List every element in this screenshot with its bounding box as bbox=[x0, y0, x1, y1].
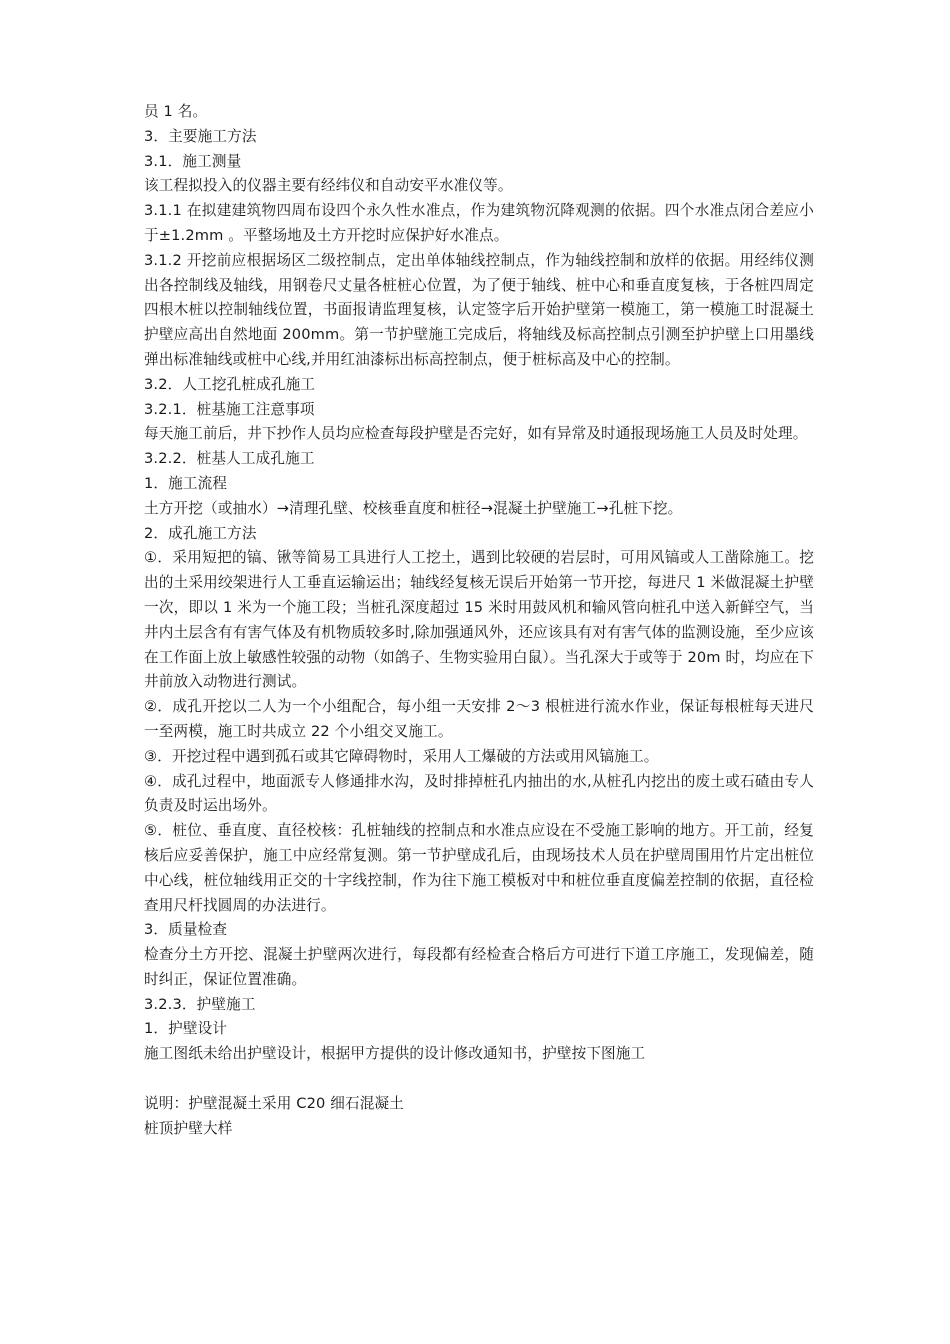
text-line: 员 1 名。 bbox=[144, 103, 208, 120]
paragraph: 每天施工前后，井下抄作人员均应检查每段护壁是否完好，如有异常及时通报现场施工人员及时处理。 bbox=[144, 425, 808, 443]
list-heading: 1．施工流程 bbox=[144, 474, 228, 492]
note-line: 说明：护壁混凝土采用 C20 细石混凝土 bbox=[144, 1094, 404, 1112]
blank-line bbox=[144, 1067, 814, 1092]
paragraph: ①．采用短把的镐、锹等简易工具进行人工挖土，遇到比较硬的岩层时，可用风镐或人工凿除施工。挖出的土采用绞架进行人工垂直运输运出；轴线经复核无误后开始第一节开挖，每进尺 1 米做混凝土护壁一次，即以 1 米为一个施工段；当桩孔深度超过 15 米时用鼓风机和输风管向桩孔中送入新鲜空气，当井内土层含有有害气体及有机物质较多时,除加强通风外，还应该具有对有害气体的监测设施，至少应该在工作面上放上敏感性较强的动物（如鸽子、生物实验用白鼠）。当孔深大于或等于 20m 时，均应在下井前放入动物进行测试。 bbox=[144, 549, 814, 691]
section-heading: 3．主要施工方法 bbox=[144, 127, 257, 145]
paragraph: ⑤．桩位、垂直度、直径校核：孔桩轴线的控制点和水准点应设在不受施工影响的地方。开工前，经复核后应妥善保护，施工中应经常复测。第一节护壁成孔后，由现场技术人员在护壁周围用竹片定出桩位中心线，桩位轴线用正交的十字线控制，作为往下施工模板对中和桩位垂直度偏差控制的依据，直径检查用尺杆找圆周的办法进行。 bbox=[144, 822, 814, 914]
paragraph: 3.1.2 开挖前应根据场区二级控制点，定出单体轴线控制点，作为轴线控制和放样的依据。用经纬仪测出各控制线及轴线，用钢卷尺丈量各桩桩心位置，为了便于轴线、桩中心和垂直度复核，于各桩四周定四根木桩以控制轴线位置，书面报请监理复核，认定签字后开始护壁第一模施工，第一模施工时混凝土护壁应高出自然地面 200mm。第一节护壁施工完成后，将轴线及标高控制点引测至护护壁上口用墨线弹出标准轴线或桩中心线,并用红油漆标出标高控制点，便于桩标高及中心的控制。 bbox=[144, 251, 814, 368]
text-line: ③．开挖过程中遇到孤石或其它障碍物时，采用人工爆破的方法或用风镐施工。 bbox=[144, 747, 659, 765]
paragraph: 检查分土方开挖、混凝土护壁两次进行，每段都有经检查合格后方可进行下道工序施工，发现偏差，随时纠正，保证位置准确。 bbox=[144, 946, 814, 988]
list-heading: 1．护壁设计 bbox=[144, 1020, 228, 1038]
subsection-heading: 3.2.3．护壁施工 bbox=[144, 995, 256, 1013]
text-line: 土方开挖（或抽水）→清理孔壁、校核垂直度和桩径→混凝土护壁施工→孔桩下挖。 bbox=[144, 499, 683, 517]
paragraph: ②．成孔开挖以二人为一个小组配合，每小组一天安排 2～3 根桩进行流水作业，保证每根桩每天进尺一至两模，施工时共成立 22 个小组交叉施工。 bbox=[144, 698, 814, 740]
list-heading: 2．成孔施工方法 bbox=[144, 524, 257, 542]
document-body bbox=[144, 100, 814, 1141]
paragraph: ④．成孔过程中，地面派专人修通排水沟，及时排掉桩孔内抽出的水,从桩孔内挖出的废土或石碴由专人负责及时运出场外。 bbox=[144, 772, 814, 815]
subsection-heading: 3.2.2．桩基人工成孔施工 bbox=[144, 450, 315, 468]
list-heading: 3．质量检查 bbox=[144, 921, 228, 939]
paragraph: 3.1.1 在拟建建筑物四周布设四个永久性水准点，作为建筑物沉降观测的依据。四个水准点闭合差应小于±1.2mm 。平整场地及土方开挖时应保护好水准点。 bbox=[144, 202, 814, 244]
text-line: 施工图纸未给出护壁设计，根据甲方提供的设计修改通知书，护壁按下图施工 bbox=[144, 1045, 646, 1063]
subsection-heading: 3.2.1．桩基施工注意事项 bbox=[144, 400, 315, 418]
text-line: 该工程拟投入的仪器主要有经纬仪和自动安平水准仪等。 bbox=[144, 177, 513, 195]
subsection-heading: 3.1．施工测量 bbox=[144, 152, 242, 170]
figure-caption: 桩顶护壁大样 bbox=[144, 1119, 233, 1137]
subsection-heading: 3.2．人工挖孔桩成孔施工 bbox=[144, 375, 316, 393]
